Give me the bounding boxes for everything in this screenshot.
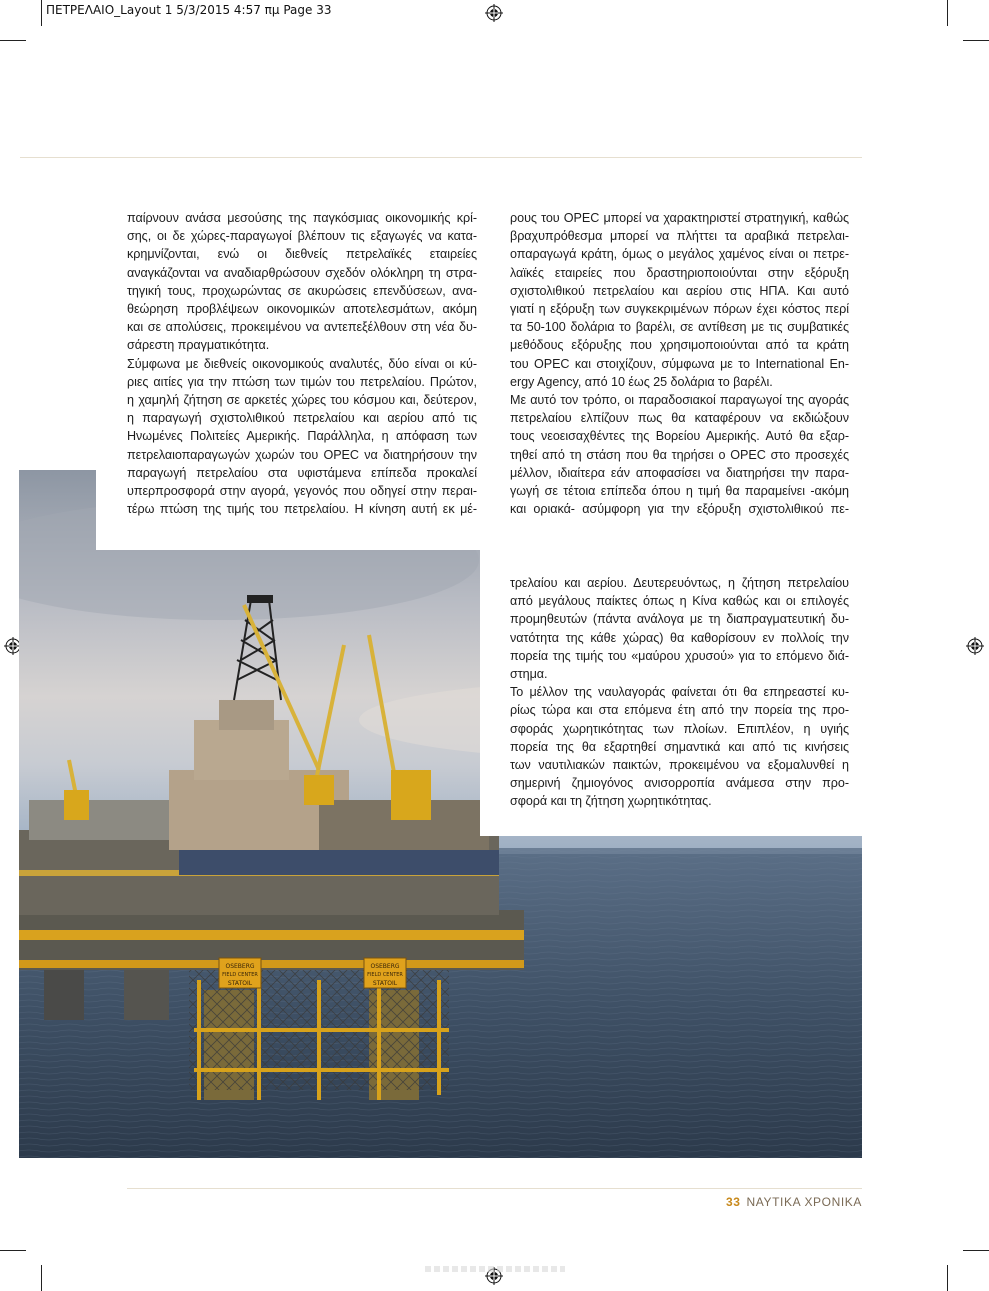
text-line: από μεγάλους παίκτες όπως η Κίνα καθώς και οι επιλογές xyxy=(510,594,849,609)
text-line: ριες αιτίες για την πτώση των τιμών του πετρελαίου. Πρώτον, xyxy=(127,374,477,389)
text-line: Με αυτό τον τρόπο, οι παραδοσιακοί παραγωγοί της αγοράς xyxy=(510,393,849,408)
text-line: παίρνουν ανάσα μεσούσης της παγκόσμιας οικονομικής κρί- xyxy=(127,211,477,225)
text-line: σάρεστη πραγματικότητα. xyxy=(127,338,270,353)
text-line: των ναυτιλιακών παικτών, προκειμένου να εξομαλυνθεί η xyxy=(510,758,849,773)
print-slug: ΠΕΤΡΕΛΑΙΟ_Layout 1 5/3/2015 4:57 πμ Page 33 xyxy=(46,3,332,17)
text-line: πορεία της θα εξαρτηθεί σημαντικά και από τις κινήσεις xyxy=(510,739,849,754)
text-line: μέλλον, ιδιαίτερα εάν αποφασίσει να διατηρήσει την παρα- xyxy=(510,465,849,480)
crop-mark xyxy=(0,40,26,41)
text-line: οπαραγωγά κράτη, όμως ο μεγάλος χαμένος είναι οι πετρε- xyxy=(510,247,849,262)
sign-line: STATOIL xyxy=(372,980,398,987)
text-line: σημερινή ζημιογόνος ανισορροπία ανάμεσα στην προ- xyxy=(510,776,849,791)
text-line: και οριακά- ασύμφορη για την εξόρυξη σχιστολιθικού πε- xyxy=(510,502,849,517)
sign-line: FIELD CENTER xyxy=(367,972,403,978)
sign-line: STATOIL xyxy=(227,980,253,987)
text-line: υπερπροσφορά στην αγορά, γεγονός που οδηγεί στην περαι- xyxy=(127,484,477,499)
text-line: πορεία της τιμής του «μαύρου χρυσού» για το επόμενο διά- xyxy=(510,648,849,663)
text-line: σφορά και τη ζήτηση χωρητικότητας. xyxy=(510,794,712,809)
text-line: αναγκάζονται να αναδιαρθρώσουν σχεδόν ολόκληρη τη στρα- xyxy=(127,265,477,280)
text-line: θεώρηση προβλέψεων οικονομικών αποτελεσμάτων, ακόμη xyxy=(127,302,477,317)
text-line: σχιστολιθικού πετρελαίου και αερίου στις ΗΠΑ. Και αυτό xyxy=(510,283,849,298)
text-line: τέρω πτώση της τιμής του πετρελαίου. Η κίνηση αυτή εκ μέ- xyxy=(127,502,477,517)
text-line: μεθόδους εξόρυξης που χρησιμοποιούνται από τα κράτη xyxy=(510,338,849,353)
crop-mark xyxy=(947,1265,948,1291)
text-line: ρους του OPEC μπορεί να χαρακτηριστεί στρατηγική, καθώς xyxy=(510,211,849,225)
text-line: τρελαίου και αερίου. Δευτερευόντως, η ζήτηση πετρελαίου xyxy=(510,576,849,590)
publication-name: ΝΑΥΤΙΚΑ ΧΡΟΝΙΚΑ xyxy=(746,1195,862,1209)
text-line: Σύμφωνα με διεθνείς οικονομικούς αναλυτές, δύο είναι οι κύ- xyxy=(127,356,477,371)
text-line: και σε απολύσεις, προκειμένου να αντεπεξέλθουν στη νέα δυ- xyxy=(127,320,477,335)
text-line: γιατί η εξόρυξη των συγκεκριμένων πόρων έχει κόστος περί xyxy=(510,302,849,317)
text-line: πετρελαίου ελπίζουν πως θα καταφέρουν να εκδιώξουν xyxy=(510,411,849,426)
text-line: τους νεοεισαχθέντες της Βορείου Αμερικής. Αυτό θα εξαρ- xyxy=(510,429,849,444)
sign-line: FIELD CENTER xyxy=(222,972,258,978)
registration-mark-icon xyxy=(485,4,503,22)
sign-line: OSEBERG xyxy=(370,963,400,970)
text-line: τηθεί από τη στάση που θα τηρήσει ο OPEC στο προσεχές xyxy=(510,447,849,462)
text-line: γωγή σε τέτοια επίπεδα όπου η τιμή θα παραμείνει -ακόμη xyxy=(510,484,849,499)
text-line: του OPEC και στοιχίζουν, σύμφωνα με το International En- xyxy=(510,356,849,371)
text-line: Το μέλλον της ναυλαγοράς φαίνεται ότι θα επηρεαστεί κυ- xyxy=(510,685,849,700)
top-rule xyxy=(20,157,862,158)
column-left xyxy=(127,209,477,518)
text-line: κρημνίζονται, ενώ οι διεθνείς πετρελαϊκές εταιρείες xyxy=(127,247,477,262)
text-line: βραχυπρόθεσμα μπορεί να πλήττει τα αραβικά πετρελαι- xyxy=(510,229,849,244)
text-line: στημα. xyxy=(510,667,548,682)
text-line: πετρελαιοπαραγωγών χωρών του OPEC να διατηρήσουν την xyxy=(127,447,477,462)
text-line: ρίως τώρα και στα επόμενα έτη από την πορεία της προ- xyxy=(510,703,849,718)
footer xyxy=(726,1195,862,1209)
text-line: προμηθευτών (πάντα ανάλογα με τη διαπραγματευτική δυ- xyxy=(510,612,849,627)
footer-rule xyxy=(127,1188,862,1189)
text-line: σης, οι δε χώρες-παραγωγοί βλέπουν τις εξαγωγές να κατα- xyxy=(127,229,477,244)
text-line: ergy Agency, από 10 έως 25 δολάρια το βαρέλι. xyxy=(510,374,773,389)
text-line: λαϊκές εταιρείες που δραστηριοποιούνται στην εξόρυξη xyxy=(510,265,849,280)
crop-mark xyxy=(41,1265,42,1291)
page-number: 33 xyxy=(725,1195,741,1209)
column-continued xyxy=(510,574,849,811)
text-line: παραγωγή πετρελαίου στα υφιστάμενα επίπεδα προκαλεί xyxy=(127,465,477,480)
crop-mark xyxy=(0,1250,26,1251)
column-right xyxy=(510,209,849,518)
crop-mark xyxy=(963,1250,989,1251)
platform-sign-left xyxy=(219,958,261,988)
text-line: σφοράς χωρητικότητας των πλοίων. Επιπλέον, η υγιής xyxy=(510,721,849,736)
platform-sign-right xyxy=(364,958,406,988)
text-line: νατότητα της κάθε χώρας) θα καθορίσουν εν πολλοίς την xyxy=(510,630,849,645)
registration-mark-icon xyxy=(966,637,984,655)
text-line: τα 50-100 δολάρια το βαρέλι, σε αντίθεση με τις συμβατικές xyxy=(510,320,849,335)
text-line: η χαμηλή ζήτηση σε αρκετές χώρες του κόσμου και, δεύτερον, xyxy=(127,393,477,408)
text-line: η παραγωγή σχιστολιθικού πετρελαίου και αερίου από τις xyxy=(127,411,477,426)
sign-line: OSEBERG xyxy=(225,963,255,970)
text-line: Ηνωμένες Πολιτείες Αμερικής. Παράλληλα, η απόφαση των xyxy=(127,429,477,444)
crop-mark xyxy=(963,40,989,41)
crop-mark xyxy=(947,0,948,26)
text-line: τηγική τους, προχωρώντας σε ακυρώσεις επενδύσεων, ανα- xyxy=(127,283,477,298)
crop-mark xyxy=(41,0,42,26)
faint-bleed-text xyxy=(425,1266,565,1272)
